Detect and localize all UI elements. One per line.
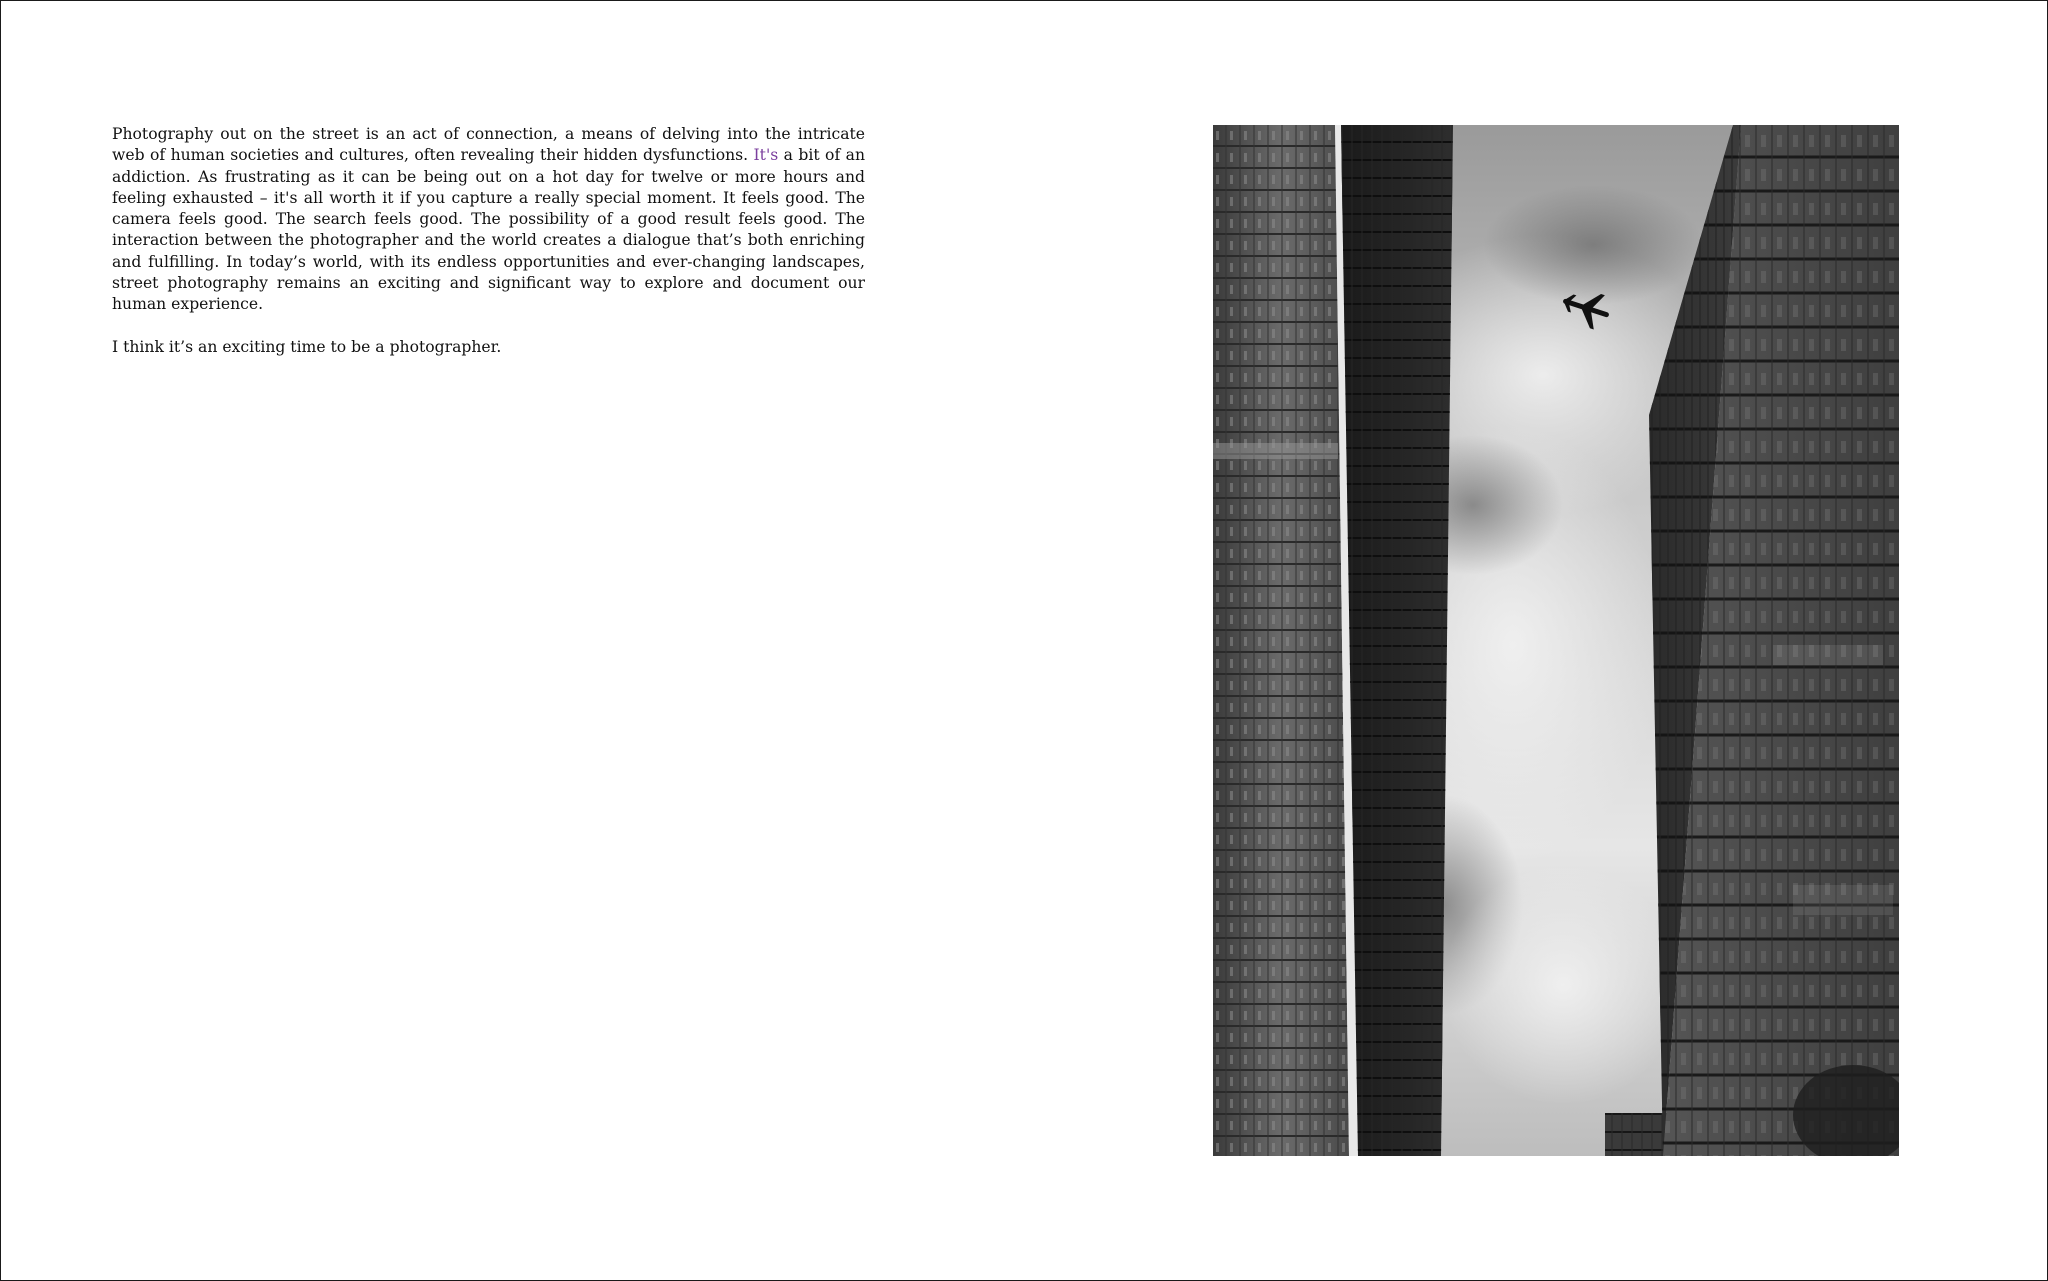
skyscraper-photo: [1213, 125, 1899, 1156]
skyscraper-photo-graphic: [1213, 125, 1899, 1156]
closing-paragraph: I think it’s an exciting time to be a photographer.: [112, 337, 502, 356]
highlighted-word: It's: [753, 146, 779, 165]
body-paragraph: [112, 124, 865, 316]
paragraph-text-start: Photography out on the street is an act of connection, a means of delving into the intricate web of human societies and cultures, often revealing their hidden dysfunctions.: [112, 125, 865, 165]
paragraph-text-end: a bit of an addiction. As frustrating as it can be being out on a hot day for twelve or more hours and feeling exhausted – it's all worth it if you capture a really special moment. It feels good. The camera feels good. The search feels good. The possibility of a good result feels good. The interaction between the photographer and the world creates a dialogue that’s both enriching and fulfilling. In today’s world, with its endless opportunities and ever-changing landscapes, street photography remains an exciting and significant way to explore and document our human experience.: [112, 146, 865, 314]
text-column: [112, 124, 865, 358]
